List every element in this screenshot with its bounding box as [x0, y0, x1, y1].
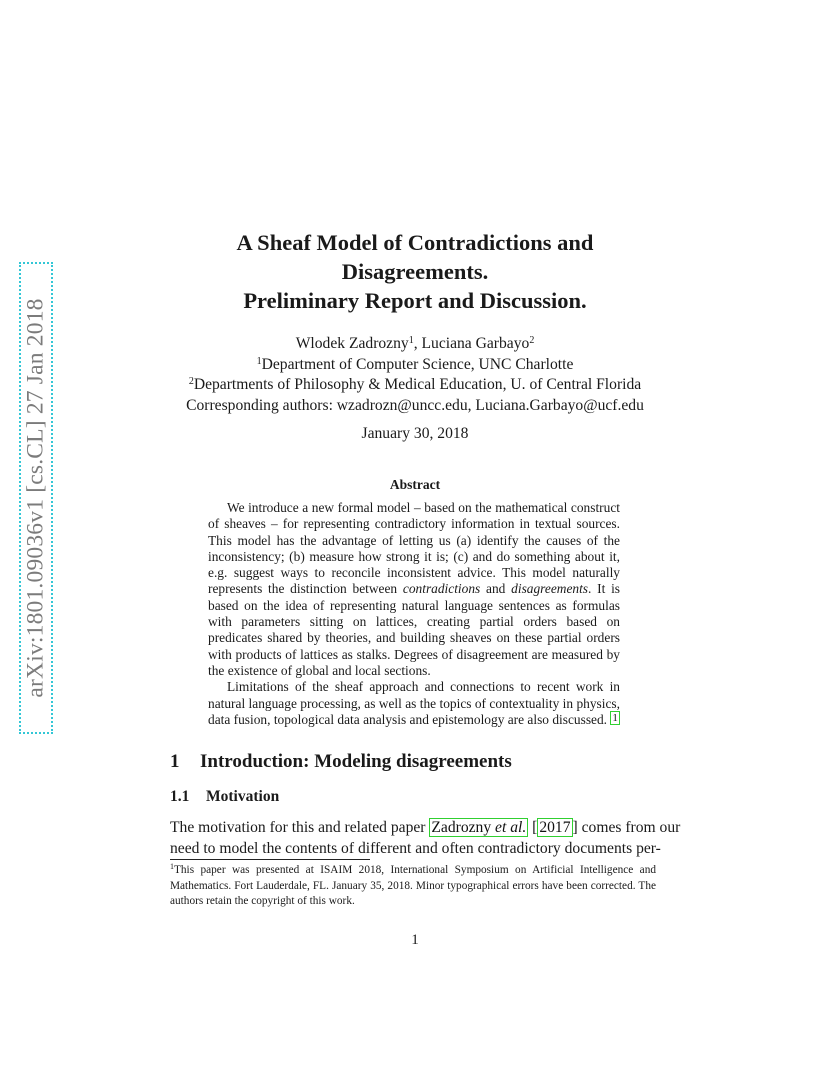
- affiliation-1-text: Department of Computer Science, UNC Charlotte: [261, 355, 574, 373]
- author-2-mark: 2: [529, 335, 535, 346]
- section-number: 1: [170, 751, 180, 772]
- body-line-2: need to model the contents of different and often contradictory documents per-: [170, 840, 661, 857]
- author-separator: ,: [413, 335, 422, 352]
- abstract-p1-text-b: and: [480, 581, 512, 597]
- citation-bracket-open: [: [528, 819, 538, 836]
- title-line-3: Preliminary Report and Discussion.: [243, 288, 587, 313]
- section-heading: [170, 751, 512, 773]
- body-text-b: ] comes from our: [572, 819, 681, 836]
- subsection-heading: [170, 788, 279, 806]
- body-text-a: The motivation for this and related paper: [170, 819, 430, 836]
- author-1-mark: 1: [408, 335, 414, 346]
- corresponding-authors: Corresponding authors: wzadrozn@uncc.edu, Luciana.Garbayo@ucf.edu: [186, 396, 644, 414]
- abstract-body: [208, 500, 620, 728]
- subsection-number: 1.1: [170, 788, 190, 805]
- abstract-term-contradictions: contradictions: [402, 581, 481, 597]
- abstract-paragraph-1: [208, 500, 620, 679]
- body-paragraph: [170, 817, 681, 859]
- paper-date: January 30, 2018: [361, 425, 469, 442]
- abstract-heading: Abstract: [389, 477, 441, 492]
- subsection-title: Motivation: [206, 788, 280, 805]
- affiliation-1-mark: 1: [256, 355, 262, 367]
- arxiv-identifier[interactable]: arXiv:1801.09036v1 [cs.CL] 27 Jan 2018: [22, 298, 49, 698]
- arxiv-stamp[interactable]: [19, 262, 53, 734]
- affiliation-1: [150, 355, 680, 376]
- abstract-p1-text-c: . It is based on the idea of representing natural language sentences as formulas with parameters sitting on lattices, creating partial orders based on predicates shared by theories, and building sheaves on these partial orders with products of lattices as stalks. Degrees of disagreement are measured by the existence of global and local sections.: [208, 581, 621, 678]
- section-title: Introduction: Modeling disagreements: [200, 751, 512, 772]
- abstract-term-disagreements: disagreements: [511, 581, 589, 597]
- author-2: Luciana Garbayo: [421, 335, 530, 352]
- author-names: [150, 334, 680, 355]
- footnote: [170, 863, 656, 910]
- citation-link-author[interactable]: [429, 818, 528, 837]
- abstract-p1-text-a: We introduce a new formal model – based on the mathematical construct of sheaves – for representing contradictory information in textual sources. This model has the advantage of letting us (a) identify the causes of the inconsistency; (b) measure how strong it is; (c) and do something about it, e.g. suggest ways to reconcile inconsistent advice. This model naturally represents the distinction between: [208, 500, 620, 597]
- footnote-link[interactable]: 1: [612, 711, 618, 724]
- citation-link-year[interactable]: 2017: [539, 819, 571, 836]
- affiliation-2-text: Departments of Philosophy & Medical Education, U. of Central Florida: [193, 376, 642, 393]
- body-line-1: [170, 817, 681, 838]
- footnote-mark: 1: [170, 862, 174, 871]
- author-block: [150, 334, 680, 416]
- author-1: Wlodek Zadrozny: [295, 335, 409, 352]
- abstract-p2-text: Limitations of the sheaf approach and connections to recent work in natural language processing, as well as the topics of contextuality in physics, data fusion, topological data analysis and epistemology are also discussed.: [208, 679, 620, 727]
- footnote-rule: [170, 859, 370, 860]
- page-number: 1: [411, 932, 419, 948]
- title-line-2: Disagreements.: [341, 259, 489, 284]
- paper-title: [170, 228, 660, 315]
- affiliation-2: [150, 375, 680, 396]
- citation-author: Zadrozny: [431, 819, 496, 836]
- citation-etal: et al.: [495, 819, 527, 836]
- abstract-paragraph-2: [208, 679, 620, 728]
- affiliation-2-mark: 2: [188, 376, 194, 387]
- title-line-1: A Sheaf Model of Contradictions and: [236, 230, 594, 255]
- footnote-text: This paper was presented at ISAIM 2018, International Symposium on Artificial Intelligence and Mathematics. Fort Lauderdale, FL. January 35, 2018. Minor typographical errors have been corrected. The authors retain the copyright of this work.: [170, 864, 656, 907]
